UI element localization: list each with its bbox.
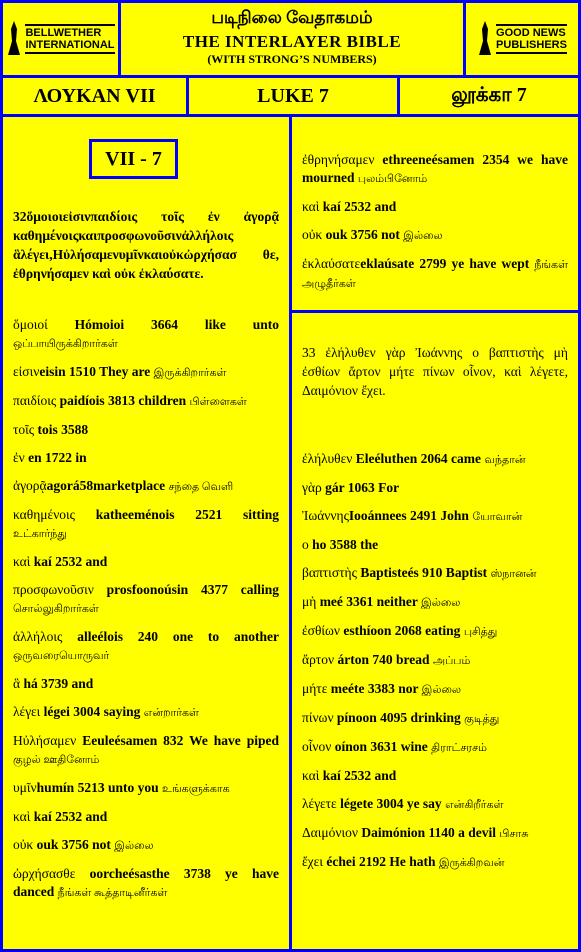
- word-entry: [302, 151, 568, 188]
- tamil-gloss: பிசாசு: [499, 828, 529, 840]
- greek-word: Δαιμόνιον: [302, 825, 358, 840]
- greek-word: Ἰωάννης: [302, 508, 349, 523]
- tamil-gloss: இல்லை: [421, 684, 462, 696]
- greek-word: οὐκ: [13, 837, 34, 852]
- tamil-gloss: உங்களுக்காக: [161, 783, 230, 795]
- greek-word: ὅμοιοί: [13, 317, 48, 332]
- word-entry: [13, 392, 279, 411]
- greek-word: λέγετε: [302, 796, 337, 811]
- greek-word: ο: [302, 537, 309, 552]
- translit-strong-english: tois 3588: [34, 422, 89, 437]
- greek-word: οὐκ: [302, 227, 323, 242]
- greek-word: ἐκλαύσατε: [302, 256, 361, 271]
- word-entry: [302, 255, 568, 293]
- tamil-gloss: பிள்ளைகள்: [189, 396, 247, 408]
- greek-word: μήτε: [302, 681, 328, 696]
- greek-word: παιδίοις: [13, 393, 57, 408]
- greek-word: Ηὐλήσαμεν: [13, 733, 77, 748]
- greek-word: ἐν: [13, 450, 25, 465]
- tamil-gloss: ஒருவரையொருவர்: [13, 650, 110, 662]
- verse-33-text: 33 ἐλήλυθεν γὰρ Ἰωάννης ο βαπτιστὴς μὴ ἐσθίων ἄρτον μήτε πίνων οἶνον, καὶ λέγετε, Δαιμόνιον ἔχει.: [302, 345, 568, 398]
- translit-strong-english: en 1722 in: [24, 450, 87, 465]
- tamil-gloss: புலம்பினோம்: [357, 173, 428, 185]
- book-english: LUKE 7: [189, 78, 397, 114]
- tamil-gloss: நீங்கள் கூத்தாடினீர்கள்: [57, 887, 168, 899]
- translit-strong-english: kaí 2532 and: [30, 809, 108, 824]
- word-entry: [302, 450, 568, 469]
- tamil-gloss: நீங்கள் அழுதீர்கள்: [302, 259, 568, 290]
- translit-strong-english: eklaúsate 2799 ye have wept: [360, 256, 535, 271]
- chapter-label: VII - 7: [89, 139, 178, 179]
- word-entry: [302, 507, 568, 526]
- word-entry: [13, 865, 279, 902]
- word-entry: [13, 449, 279, 467]
- word-entry: [302, 536, 568, 554]
- translit-strong-english: kaí 2532 and: [30, 554, 108, 569]
- tamil-gloss: அப்பம்: [432, 655, 471, 667]
- word-entry: [13, 581, 279, 618]
- word-entry: [13, 553, 279, 571]
- translit-strong-english: échei 2192 He hath: [322, 854, 439, 869]
- translit-strong-english: alleélois 240 one to another: [62, 629, 279, 644]
- word-entry: [302, 795, 568, 814]
- translit-strong-english: árton 740 bread: [334, 652, 433, 667]
- greek-word: καὶ: [302, 768, 320, 783]
- greek-word: τοῖς: [13, 422, 35, 437]
- logo-right-line2: PUBLISHERS: [496, 39, 567, 51]
- tamil-gloss: என்கிறீர்கள்: [445, 799, 504, 811]
- translit-strong-english: há 3739 and: [20, 676, 94, 691]
- translit-strong-english: Eeuleésamen 832 We have piped: [76, 733, 279, 748]
- translit-strong-english: pínoon 4095 drinking: [333, 710, 465, 725]
- translit-strong-english: agorá58marketplace: [46, 478, 169, 493]
- right-top-word-list: [302, 151, 568, 303]
- title-block: [121, 3, 463, 75]
- translit-strong-english: Baptisteés 910 Baptist: [356, 565, 491, 580]
- greek-word: οἶνον: [302, 739, 332, 754]
- title-tamil: படிநிலை வேதாகமம்: [211, 8, 373, 27]
- word-entry: [302, 651, 568, 670]
- word-entry: [13, 421, 279, 439]
- word-entry: [302, 767, 568, 785]
- greek-word: ἐσθίων: [302, 623, 341, 638]
- tamil-gloss: இல்லை: [403, 230, 443, 242]
- right-bottom-word-list: [302, 450, 568, 882]
- translit-strong-english: Eleéluthen 2064 came: [352, 451, 485, 466]
- translit-strong-english: gár 1063 For: [321, 480, 400, 495]
- bellwether-logo: [3, 3, 118, 75]
- translit-strong-english: meéte 3383 nor: [327, 681, 422, 696]
- word-entry: [13, 675, 279, 693]
- word-entry: [13, 363, 279, 382]
- logo-left-line2: INTERNATIONAL: [25, 39, 115, 51]
- tamil-gloss: யோவான்: [472, 511, 523, 523]
- translit-strong-english: katheeménois 2521 sitting: [75, 507, 279, 522]
- word-entry: [302, 226, 568, 245]
- translit-strong-english: humín 5213 unto you: [36, 780, 162, 795]
- tamil-gloss: இருக்கிறார்கள்: [153, 367, 227, 379]
- translit-strong-english: eisin 1510 They are: [39, 364, 154, 379]
- greek-word: ἐθρηνήσαμεν: [302, 152, 375, 167]
- word-entry: [302, 680, 568, 699]
- greek-word: καὶ: [13, 554, 31, 569]
- translit-strong-english: esthíoon 2068 eating: [340, 623, 464, 638]
- tamil-gloss: உட்கார்ந்து: [13, 528, 67, 540]
- word-entry: [302, 824, 568, 843]
- good-news-logo: [466, 3, 578, 75]
- translit-strong-english: kaí 2532 and: [319, 199, 397, 214]
- greek-word: ἀλλήλοις: [13, 629, 63, 644]
- translit-strong-english: paidíois 3813 children: [56, 393, 190, 408]
- tamil-gloss: ஸ்நானன்: [490, 568, 537, 580]
- greek-word: λέγει: [13, 704, 41, 719]
- statue-icon: [477, 21, 493, 57]
- tamil-gloss: இருக்கிறவன்: [438, 857, 505, 869]
- greek-word: ἔχει: [302, 854, 323, 869]
- word-entry: [302, 593, 568, 612]
- translit-strong-english: ouk 3756 not: [33, 837, 115, 852]
- tamil-gloss: இல்லை: [421, 597, 461, 609]
- translit-strong-english: légei 3004 saying: [40, 704, 144, 719]
- translit-strong-english: Hómoioi 3664 like unto: [47, 317, 279, 332]
- tamil-gloss: குடித்து: [464, 713, 500, 725]
- word-entry: [13, 779, 279, 798]
- tamil-gloss: ஒப்பாயிருக்கிறார்கள்: [13, 338, 118, 350]
- translit-strong-english: légete 3004 ye say: [336, 796, 446, 811]
- tamil-gloss: என்றார்கள்: [143, 707, 199, 719]
- word-entry: [13, 836, 279, 855]
- word-entry: [13, 477, 279, 496]
- word-entry: [302, 738, 568, 757]
- verse-32-text: 32ὅμοιοιεἰσινπαιδίοις τοῖς ἐν ἀγορᾷ καθημένοιςκαιπροσφωνοῦσινἀλλήλοις ἃλέγει,Ηὐλήσαμενυμῖνκαιοὐκὠρχήσασ θε, ἐθρηνήσαμεν καὶ οὐκ ἐκλαύσατε.: [13, 209, 279, 281]
- translit-strong-english: ouk 3756 not: [322, 227, 404, 242]
- word-entry: [302, 564, 568, 583]
- greek-word: μὴ: [302, 594, 317, 609]
- translit-strong-english: prosfoonoúsin 4377 calling: [93, 582, 279, 597]
- word-entry: [302, 622, 568, 641]
- logo-left-line1: BELLWETHER: [25, 27, 102, 39]
- greek-word: καθημένοις: [13, 507, 76, 522]
- word-entry: [302, 709, 568, 728]
- word-entry: [13, 703, 279, 722]
- greek-word: ἀγορᾷ: [13, 478, 47, 493]
- word-entry: [13, 732, 279, 769]
- left-word-list: [13, 316, 279, 912]
- translit-strong-english: oínon 3631 wine: [331, 739, 432, 754]
- word-entry: [13, 316, 279, 353]
- title-sub: (WITH STRONG’S NUMBERS): [207, 52, 377, 66]
- title-main: THE INTERLAYER BIBLE: [182, 32, 402, 51]
- book-tamil: லூக்கா 7: [400, 78, 578, 114]
- greek-word: υμῖν: [13, 780, 37, 795]
- greek-word: ἄρτον: [302, 652, 335, 667]
- translit-strong-english: kaí 2532 and: [319, 768, 397, 783]
- translit-strong-english: Iooánnees 2491 John: [348, 508, 473, 523]
- greek-word: προσφωνοῦσιν: [13, 582, 94, 597]
- tamil-gloss: சந்தை வெளி: [168, 481, 234, 493]
- tamil-gloss: வந்தான்: [484, 454, 526, 466]
- statue-icon: [6, 21, 22, 57]
- greek-word: ἃ: [13, 676, 21, 691]
- greek-word: βαπτιστὴς: [302, 565, 357, 580]
- word-entry: [302, 853, 568, 872]
- word-entry: [302, 479, 568, 497]
- greek-word: γὰρ: [302, 480, 322, 495]
- greek-word: ἐλήλυθεν: [302, 451, 353, 466]
- translit-strong-english: ethreeneésamen 2354 we have mourned: [302, 152, 568, 185]
- translit-strong-english: Daimónion 1140 a devil: [357, 825, 500, 840]
- greek-word: εἰσιν: [13, 364, 40, 379]
- tamil-gloss: குழல் ஊதினோம்: [13, 754, 100, 766]
- translit-strong-english: oorcheésasthe 3738 ye have danced: [13, 866, 279, 899]
- word-entry: [13, 628, 279, 665]
- word-entry: [13, 808, 279, 826]
- tamil-gloss: இல்லை: [114, 840, 154, 852]
- book-greek: ΛΟΥΚΑΝ VII: [3, 78, 186, 114]
- logo-right-line1: GOOD NEWS: [496, 27, 566, 39]
- word-entry: [13, 506, 279, 543]
- greek-word: πίνων: [302, 710, 334, 725]
- tamil-gloss: சொல்லுகிறார்கள்: [13, 603, 99, 615]
- greek-word: ὠρχήσασθε: [13, 866, 76, 881]
- greek-word: καὶ: [302, 199, 320, 214]
- translit-strong-english: ho 3588 the: [308, 537, 379, 552]
- tamil-gloss: திராட்சரசம்: [431, 742, 488, 754]
- translit-strong-english: meé 3361 neither: [316, 594, 422, 609]
- greek-word: καὶ: [13, 809, 31, 824]
- word-entry: [302, 198, 568, 216]
- tamil-gloss: புசித்து: [463, 626, 498, 638]
